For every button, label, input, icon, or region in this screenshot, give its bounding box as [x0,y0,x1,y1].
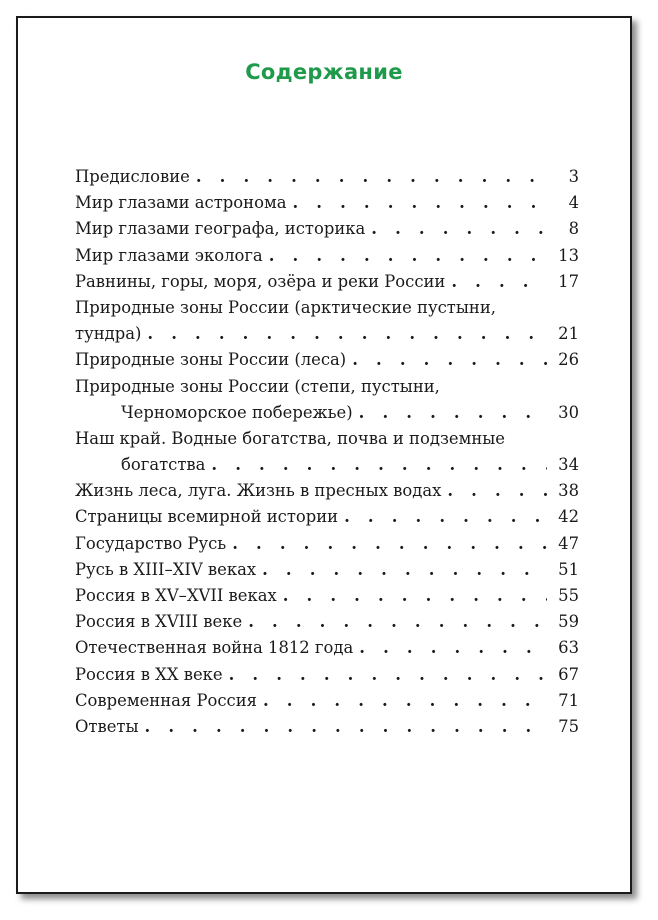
toc-entry-text: Мир глазами эколога [75,245,263,265]
dot-leader [344,504,547,530]
toc-page-number: 8 [568,219,579,239]
toc-entry [75,243,579,269]
toc-entry-text: Черноморское побережье) [121,402,353,422]
document-page [16,16,632,894]
toc-entry-line [75,321,579,347]
toc-entry [75,504,579,530]
toc-entry-text: Предисловие [75,167,190,186]
toc-page-number: 30 [558,402,579,422]
toc-entry-text: Равнины, горы, моря, озёра и реки России [75,271,446,291]
toc-entry-text: Природные зоны России (арктические пустыни, [75,297,496,317]
toc-entry [75,714,579,740]
toc-entry [75,531,579,557]
toc-page-number: 55 [558,586,579,605]
toc-entry [75,374,579,426]
toc-page-number: 47 [558,533,579,553]
dot-leader [371,216,547,242]
toc-entry-text: Россия в XV–XVII веках [75,586,277,605]
dot-leader [451,269,547,295]
toc-entry [75,216,579,242]
dot-leader [248,609,547,635]
toc-entry-text: Отечественная война 1812 года [75,638,354,658]
toc-entry-line [75,295,579,321]
toc-page-number: 21 [558,324,579,344]
toc-entry-line [75,400,579,426]
toc-entry [75,164,579,190]
toc-entry-text: Природные зоны России (степи, пустыни, [75,376,440,396]
toc-page-number: 26 [558,350,579,370]
dot-leader [196,164,547,190]
toc-page-number: 63 [558,638,579,658]
toc-entry-line [75,347,579,373]
toc-entry-line [75,190,579,216]
toc-entry-text: Природные зоны России (леса) [75,350,347,370]
toc-entry-line [75,583,579,609]
toc-entry-line [75,688,579,714]
toc-entry [75,190,579,216]
toc-entry-line [75,531,579,557]
toc-entry [75,635,579,661]
toc-entry-line [75,478,579,504]
toc-page-number: 71 [558,690,579,710]
toc-page-number: 4 [568,193,579,213]
toc-entry-text: Русь в XIII–XIV веках [75,559,257,579]
toc-page-number: 59 [558,612,579,632]
dot-leader [229,662,547,688]
toc-entry-line [75,243,579,269]
toc-entry-text: Ответы [75,716,139,736]
dot-leader [269,243,547,269]
toc-entry [75,269,579,295]
toc-entry [75,583,579,609]
toc-entry [75,688,579,714]
toc-entry-line [75,635,579,661]
toc-entry-text: богатства [121,455,206,475]
page-title: Содержание [245,60,403,84]
toc-page-number: 42 [558,507,579,527]
toc-entry-line [75,662,579,688]
toc-page-number: 17 [558,271,579,291]
toc-entry [75,295,579,347]
toc-page-number: 51 [558,559,579,579]
toc-entry-line [75,504,579,530]
toc-page-number: 13 [558,245,579,265]
dot-leader [262,557,547,583]
dot-leader [145,714,547,740]
toc-entry-line [75,714,579,740]
toc-entry [75,609,579,635]
toc-page-number: 3 [568,167,579,186]
dot-leader [232,531,547,557]
toc-entry [75,478,579,504]
toc-entry-line [75,374,579,400]
toc-entry-text: Страницы всемирной истории [75,507,339,527]
toc-entry-line [75,216,579,242]
toc-entry [75,347,579,373]
toc-entry [75,662,579,688]
dot-leader [359,400,547,426]
toc-entry-text: Наш край. Водные богатства, почва и подземные [75,428,505,448]
toc-entry-text: Государство Русь [75,533,227,553]
dot-leader [292,190,547,216]
toc-page-number: 67 [558,664,579,684]
toc-entry-text: Мир глазами астронома [75,193,287,213]
toc-entry-text: Мир глазами географа, историка [75,219,366,239]
dot-leader [447,478,547,504]
toc-entry-text: Россия в XVIII веке [75,612,243,632]
toc-entry-line [75,269,579,295]
dot-leader [263,688,547,714]
toc-entry-text: Жизнь леса, луга. Жизнь в пресных водах [75,481,442,501]
toc-entry-line [75,557,579,583]
toc-page-number: 34 [558,455,579,475]
toc-entry-line [75,164,579,190]
dot-leader [283,583,547,609]
toc-entry-text: Современная Россия [75,690,257,710]
toc-page-number: 75 [558,716,579,736]
toc-entry-text: Россия в XX веке [75,664,223,684]
dot-leader [352,347,547,373]
toc-entry-text: тундра) [75,324,142,344]
toc-page-number: 38 [558,481,579,501]
dot-leader [147,321,547,347]
toc-entry-line [75,609,579,635]
toc-entry-line [75,426,579,452]
dot-leader [211,452,547,478]
table-of-contents [75,164,579,740]
toc-entry [75,426,579,478]
toc-entry [75,557,579,583]
toc-entry-line [75,452,579,478]
dot-leader [359,635,547,661]
